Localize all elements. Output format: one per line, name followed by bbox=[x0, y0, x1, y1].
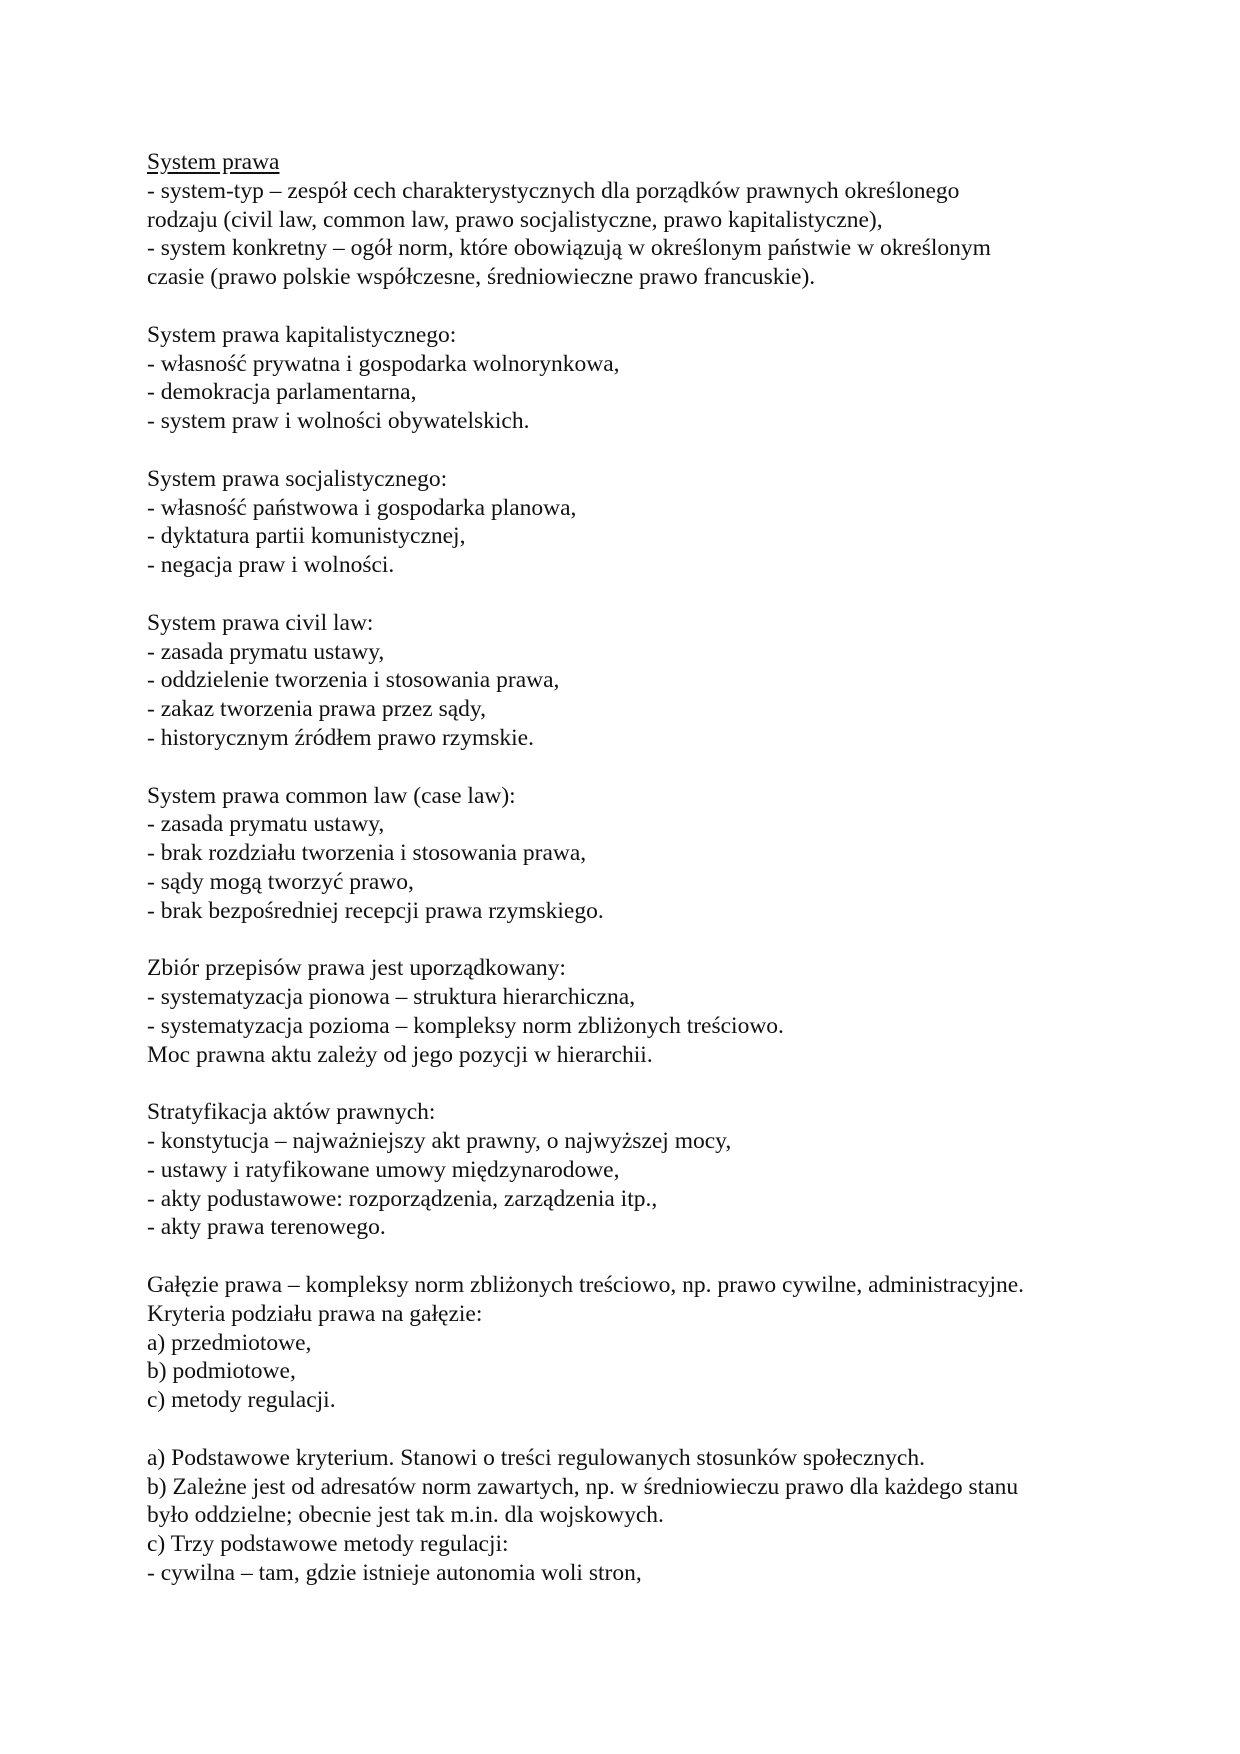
list-item: - dyktatura partii komunistycznej, bbox=[147, 523, 466, 550]
document-title: System prawa bbox=[147, 149, 280, 175]
text-line: rodzaju (civil law, common law, prawo socjalistyczne, prawo kapitalistyczne), bbox=[147, 206, 883, 233]
list-item: - akty podustawowe: rozporządzenia, zarządzenia itp., bbox=[147, 1185, 658, 1212]
text-line: było oddzielne; obecnie jest tak m.in. dla wojskowych. bbox=[147, 1502, 664, 1529]
section-heading: System prawa socjalistycznego: bbox=[147, 465, 448, 492]
list-item: - systematyzacja pozioma – kompleksy norm zbliżonych treściowo. bbox=[147, 1012, 784, 1039]
section-heading: Stratyfikacja aktów prawnych: bbox=[147, 1099, 436, 1126]
list-item: b) podmiotowe, bbox=[147, 1358, 296, 1385]
section-stratyfikacja bbox=[147, 1098, 1147, 1242]
list-item: - zakaz tworzenia prawa przez sądy, bbox=[147, 696, 487, 723]
list-item: - negacja praw i wolności. bbox=[147, 552, 395, 579]
text-line: Kryteria podziału prawa na gałęzie: bbox=[147, 1300, 483, 1327]
section-common-law bbox=[147, 782, 1147, 926]
list-item: - demokracja parlamentarna, bbox=[147, 379, 417, 406]
text-line: czasie (prawo polskie współczesne, średniowieczne prawo francuskie). bbox=[147, 264, 816, 291]
list-item: - historycznym źródłem prawo rzymskie. bbox=[147, 724, 534, 751]
list-item: - systematyzacja pionowa – struktura hierarchiczna, bbox=[147, 984, 636, 1011]
text-line: - system konkretny – ogół norm, które obowiązują w określonym państwie w określonym bbox=[147, 235, 991, 262]
list-item: - zasada prymatu ustawy, bbox=[147, 811, 385, 838]
section-heading: System prawa kapitalistycznego: bbox=[147, 321, 457, 348]
text-line: Moc prawna aktu zależy od jego pozycji w hierarchii. bbox=[147, 1041, 653, 1068]
section-zbior-przepisow bbox=[147, 954, 1147, 1069]
text-line: b) Zależne jest od adresatów norm zawartych, np. w średniowieczu prawo dla każdego stanu bbox=[147, 1473, 1019, 1500]
list-item: - własność prywatna i gospodarka wolnorynkowa, bbox=[147, 350, 620, 377]
section-prawo-socjalistyczne bbox=[147, 465, 1147, 580]
section-heading: System prawa civil law: bbox=[147, 609, 374, 636]
section-galezie-prawa bbox=[147, 1271, 1147, 1415]
text-line: a) Podstawowe kryterium. Stanowi o treści regulowanych stosunków społecznych. bbox=[147, 1444, 925, 1471]
list-item: - brak rozdziału tworzenia i stosowania prawa, bbox=[147, 840, 587, 867]
list-item: - brak bezpośredniej recepcji prawa rzymskiego. bbox=[147, 897, 604, 924]
text-line: c) Trzy podstawowe metody regulacji: bbox=[147, 1531, 509, 1558]
text-line: - system-typ – zespół cech charakterystycznych dla porządków prawnych określonego bbox=[147, 177, 960, 204]
section-heading: System prawa common law (case law): bbox=[147, 782, 516, 809]
list-item: - sądy mogą tworzyć prawo, bbox=[147, 868, 414, 895]
list-item: - konstytucja – najważniejszy akt prawny, o najwyższej mocy, bbox=[147, 1128, 732, 1155]
section-system-prawa bbox=[147, 148, 1147, 292]
section-civil-law bbox=[147, 609, 1147, 753]
section-heading: Gałęzie prawa – kompleksy norm zbliżonych treściowo, np. prawo cywilne, administracyjne. bbox=[147, 1272, 1025, 1299]
list-item: a) przedmiotowe, bbox=[147, 1329, 312, 1356]
list-item: - własność państwowa i gospodarka planowa, bbox=[147, 494, 577, 521]
section-prawo-kapitalistyczne bbox=[147, 321, 1147, 436]
list-item: c) metody regulacji. bbox=[147, 1387, 336, 1414]
list-item: - system praw i wolności obywatelskich. bbox=[147, 408, 530, 435]
list-item: - ustawy i ratyfikowane umowy międzynarodowe, bbox=[147, 1156, 620, 1183]
list-item: - cywilna – tam, gdzie istnieje autonomia woli stron, bbox=[147, 1560, 642, 1587]
list-item: - akty prawa terenowego. bbox=[147, 1214, 386, 1241]
document-body bbox=[147, 148, 1147, 1588]
list-item: - oddzielenie tworzenia i stosowania prawa, bbox=[147, 667, 560, 694]
list-item: - zasada prymatu ustawy, bbox=[147, 638, 385, 665]
section-heading: Zbiór przepisów prawa jest uporządkowany: bbox=[147, 955, 566, 982]
section-kryteria-opis bbox=[147, 1444, 1147, 1588]
